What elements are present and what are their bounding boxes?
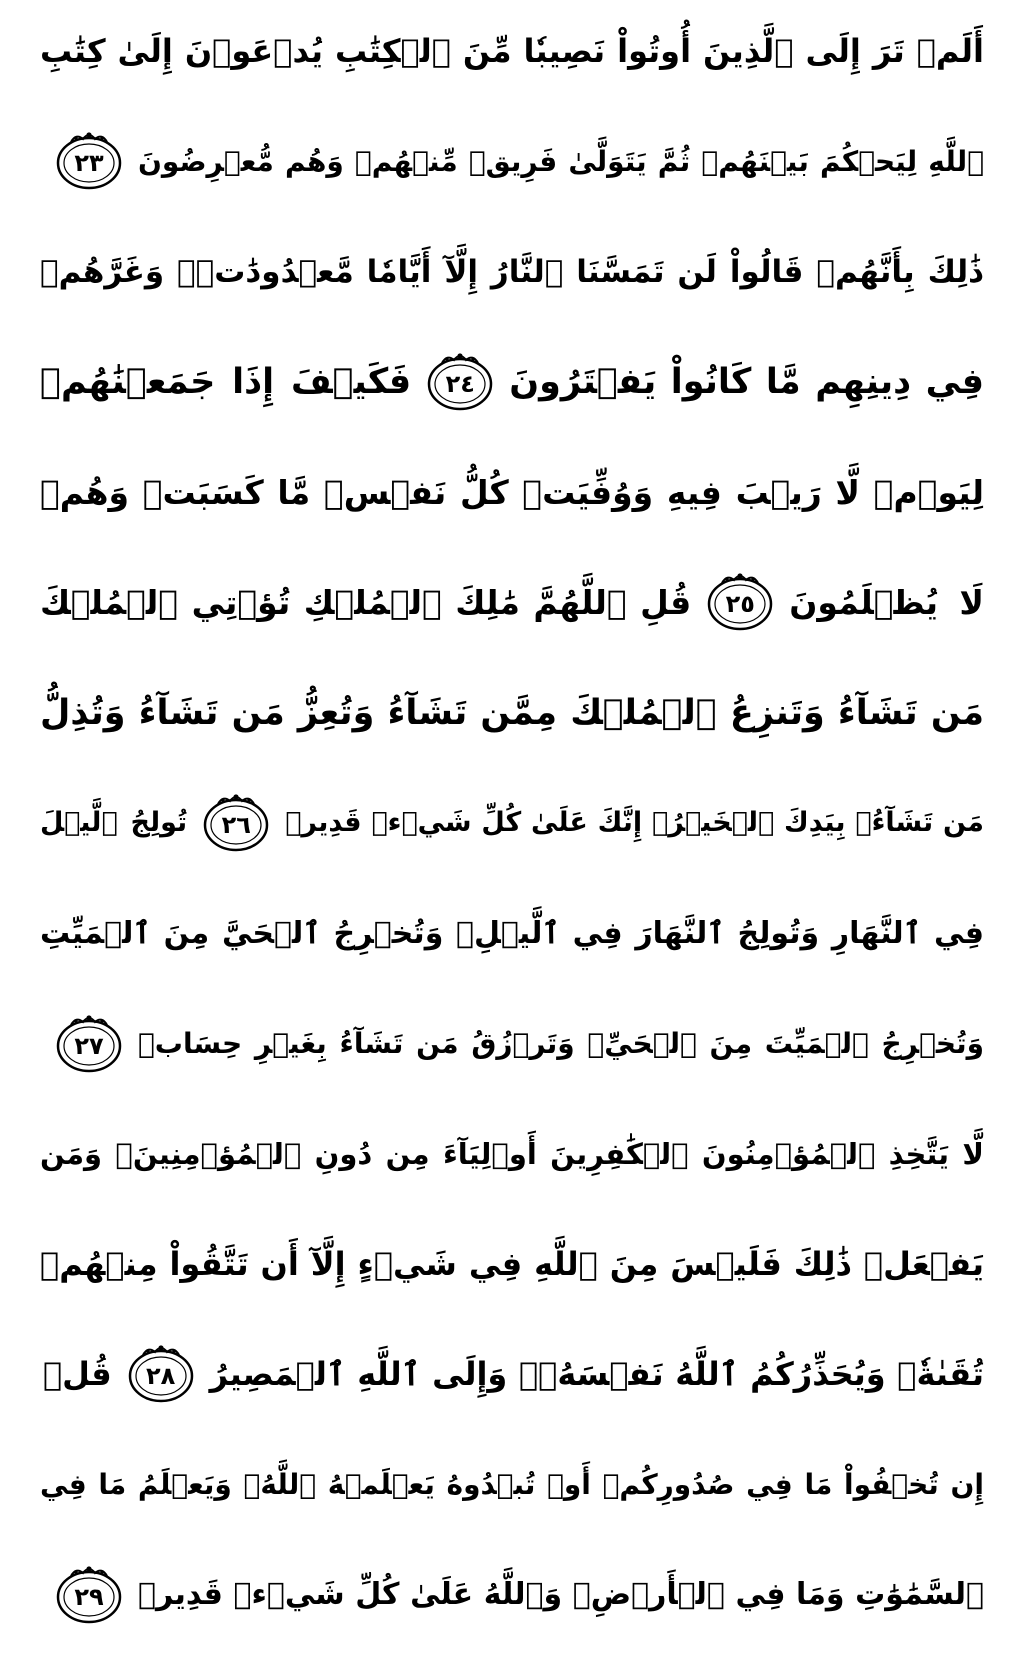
verse-text: تُقَىٰةٗۗ وَيُحَذِّرُكُمُ ٱللَّهُ نَفۡسَهُۥۗ وَإِلَى ٱللَّهِ ٱلۡمَصِيرُ <box>209 1355 984 1394</box>
verse-line <box>40 1554 984 1636</box>
verse-line <box>40 451 984 533</box>
verse-text: أَلَمۡ تَرَ إِلَى ٱلَّذِينَ أُوتُواْ نَصِيبٗا مِّنَ ٱلۡكِتَٰبِ يُدۡعَوۡنَ إِلَىٰ كِتَٰبِ <box>40 32 984 70</box>
ayah-end-marker <box>425 351 495 413</box>
verse-line <box>40 892 984 974</box>
verse-text: يَفۡعَلۡ ذَٰلِكَ فَلَيۡسَ مِنَ ٱللَّهِ فِي شَيۡءٍ إِلَّآ أَن تَتَّقُواْ مِنۡهُمۡ <box>40 1245 984 1284</box>
ayah-number: ٢٥ <box>725 590 755 619</box>
verse-line <box>40 341 984 423</box>
verse-text: إِن تُخۡفُواْ مَا فِي صُدُورِكُمۡ أَوۡ تُبۡدُوهُ يَعۡلَمۡهُ ٱللَّهُۗ وَيَعۡلَمُ مَا فِي <box>40 1468 984 1502</box>
verse-line <box>40 672 984 754</box>
verse-line <box>40 1444 984 1526</box>
verse-line <box>40 120 984 202</box>
verse-line <box>40 231 984 313</box>
verse-text: مَن تَشَآءُۖ بِيَدِكَ ٱلۡخَيۡرُۖ إِنَّكَ عَلَىٰ كُلِّ شَيۡءٖ قَدِيرٞ <box>285 807 984 839</box>
ayah-end-marker <box>54 130 124 192</box>
ayah-number: ٢٣ <box>74 149 104 178</box>
ayah-end-marker <box>705 571 775 633</box>
verse-text: وَتُخۡرِجُ ٱلۡمَيِّتَ مِنَ ٱلۡحَيِّۖ وَتَرۡزُقُ مَن تَشَآءُ بِغَيۡرِ حِسَابٖ <box>138 1027 984 1061</box>
verse-text: فِي ٱلنَّهَارِ وَتُولِجُ ٱلنَّهَارَ فِي ٱلَّيۡلِۖ وَتُخۡرِجُ ٱلۡحَيَّ مِنَ ٱلۡمَيِّتِ <box>40 915 984 951</box>
ayah-end-marker <box>54 1564 124 1626</box>
ayah-number: ٢٤ <box>445 369 475 398</box>
ayah-end-marker <box>126 1343 196 1405</box>
ayah-number: ٢٨ <box>146 1362 176 1391</box>
verse-line <box>40 1113 984 1195</box>
verse-text: لَّا يَتَّخِذِ ٱلۡمُؤۡمِنُونَ ٱلۡكَٰفِرِينَ أَوۡلِيَآءَ مِن دُونِ ٱلۡمُؤۡمِنِينَۖ وَمَن <box>40 1136 984 1171</box>
verse-line <box>40 1223 984 1305</box>
verse-text: قُلِ ٱللَّهُمَّ مَٰلِكَ ٱلۡمُلۡكِ تُؤۡتِي ٱلۡمُلۡكَ <box>40 582 692 622</box>
verse-text: قُلۡ <box>42 1355 112 1394</box>
verse-text: ٱلسَّمَٰوَٰتِ وَمَا فِي ٱلۡأَرۡضِۗ وَٱللَّهُ عَلَىٰ كُلِّ شَيۡءٖ قَدِيرٞ <box>138 1577 984 1613</box>
verse-text: فَكَيۡفَ إِذَا جَمَعۡنَٰهُمۡ <box>40 361 412 402</box>
verse-text: ٱللَّهِ لِيَحۡكُمَ بَيۡنَهُمۡ ثُمَّ يَتَوَلَّىٰ فَرِيقٞ مِّنۡهُمۡ وَهُم مُّعۡرِضُونَ <box>138 144 984 178</box>
ayah-end-marker <box>201 792 271 854</box>
verse-line <box>40 1333 984 1415</box>
ayah-end-marker <box>54 1013 124 1075</box>
verse-text: فِي دِينِهِم مَّا كَانُواْ يَفۡتَرُونَ <box>509 361 984 402</box>
verse-line <box>40 1003 984 1085</box>
ayah-number: ٢٦ <box>221 810 251 839</box>
verse-text: ذَٰلِكَ بِأَنَّهُمۡ قَالُواْ لَن تَمَسَّنَا ٱلنَّارُ إِلَّآ أَيَّامٗا مَّعۡدُودَٰتٖۖ وَغَرَّهُمۡ <box>40 253 984 290</box>
ayah-number: ٢٩ <box>74 1582 104 1611</box>
verse-text: لِيَوۡمٖ لَّا رَيۡبَ فِيهِ وَوُفِّيَتۡ كُلُّ نَفۡسٖ مَّا كَسَبَتۡ وَهُمۡ <box>40 472 984 512</box>
verse-text: تُولِجُ ٱلَّيۡلَ <box>40 807 188 839</box>
ayah-number: ٢٧ <box>74 1031 104 1060</box>
verse-line <box>40 782 984 864</box>
verse-text: مَن تَشَآءُ وَتَنزِعُ ٱلۡمُلۡكَ مِمَّن تَشَآءُ وَتُعِزُّ مَن تَشَآءُ وَتُذِلُّ <box>40 692 984 733</box>
verse-line <box>40 561 984 643</box>
verse-line <box>40 10 984 92</box>
verse-text: لَا يُظۡلَمُونَ <box>789 582 984 622</box>
